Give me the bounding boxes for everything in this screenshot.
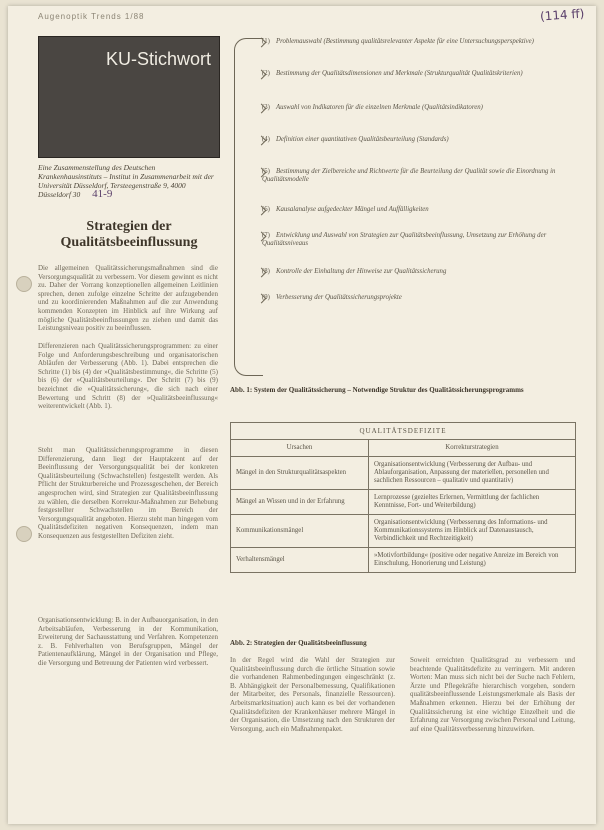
- flow-step-number: (8): [262, 268, 270, 275]
- flow-step-number: (7): [262, 232, 270, 239]
- flow-step-number: (2): [262, 70, 270, 77]
- body-bottom-right: Soweit erreichten Qualitätsgrad zu verbessern und beachtende Qualitätsdefizite zu verringern. Mit anderen Worten: Man muss sich nicht bei der Suche nach Fehlern, Ärzte und Pflegekräfte hierarchisch vorgehen, sondern qualitätsbeeinflussende Leistungsmerkmale als Basis der Maßnahmen erkennen. Hierzu bei der Erhöhung der Qualitätssicherung ist eine wichtige Einzelheit und die Erfahrung zur Versorgung zwischen Personal und Leitung, auf eine Qualitätsverbesserung hinzuwirken.: [410, 656, 575, 733]
- flow-step-text: Problemauswahl (Bestimmung qualitätsrelevanter Aspekte für eine Untersuchungsperspektive): [275, 38, 534, 45]
- flow-step-text: Kausalanalyse aufgedeckter Mängel und Auffälligkeiten: [275, 206, 429, 213]
- flow-step: [262, 232, 576, 248]
- article-title: Strategien der Qualitätsbeeinflussung: [60, 219, 198, 250]
- flow-step-number: (6): [262, 206, 270, 213]
- flow-step: [262, 294, 576, 302]
- flow-step: [262, 38, 576, 46]
- flow-step: [262, 104, 576, 112]
- flow-step-number: (5): [262, 168, 270, 175]
- flow-step: [262, 206, 576, 214]
- solution-cell: Organisationsentwicklung (Verbesserung des Informations- und Kommunikationssystems im Hinblick auf Datenaustausch, Verbindlichkeit und Rechtzeitigkeit): [369, 515, 576, 548]
- body-paragraph-3: Steht man Qualitätssicherungsprogramme in diesen Differenzierung, dann liegt der Hauptakzent auf der Beeinflussung der Versorgungsqualität bei der konkreten Qualitätsbeurteilung (Schwachstellen) festgestellt werden. Als Pflicht der Strukturbereiche und Prozessgeschehen, der Bereich angesprochen wird, sind Strategien zur Qualitätsbeeinflussung zu wählen, die derselben Korrektur-Maßnahmen zur Behebung festgestellter Schwachstellen im Bereich der Versorgungsqualität angeboten. Hierzu steht man hingegen vom Qualitätsdefiziten negativen Konsequenzen, indem man Konsequenzen aus festgestellten Defiziten zieht.: [38, 446, 218, 540]
- flow-step: [262, 268, 576, 276]
- body-bottom-left: In der Regel wird die Wahl der Strategien zur Qualitätsbeeinflussung durch die örtliche Situation sowie die vorhandenen Rahmenbedingungen eingeschränkt (z. B. Abhängigkeit der Personalbemessung, Qualifikationen der Mitarbeiter, des Personals, finanzielle Ressourcen). Arbeitsmarktsituation) auch kann es bei der vorhandenen Qualitätsdefiziten der Krankenhäuser mehrere Mängel in der Organisation, die Umsetzung nach den Strukturen der Versorgung, auch ein Maßnahmenpaket.: [230, 656, 395, 733]
- flow-step: [262, 70, 576, 78]
- flow-step-text: Auswahl von Indikatoren für die einzelnen Merkmale (Qualitätsindikatoren): [275, 104, 483, 111]
- column-header-solution: Korrekturstrategien: [369, 440, 576, 457]
- punch-hole: [16, 276, 32, 292]
- solution-cell: Lernprozesse (gezieltes Erlernen, Vermittlung der fachlichen Kenntnisse, Fort- und Weiterbildung): [369, 490, 576, 515]
- qa-system-flowchart: [230, 36, 578, 376]
- flow-step-text: Entwicklung und Auswahl von Strategien zur Qualitätsbeeinflussung, Umsetzung zur Erhöhung der Qualitätsniveaus: [262, 232, 547, 247]
- solution-cell: Organisationsentwicklung (Verbesserung der Aufbau- und Ablauforganisation, Anpassung der materiellen, personellen und sachlichen Ressourcen – qualitativ und quantitativ): [369, 457, 576, 490]
- flow-step-text: Bestimmung der Qualitätsdimensionen und Merkmale (Strukturqualität Qualitätskriterien): [275, 70, 523, 77]
- cause-cell: Verhaltensmängel: [231, 548, 369, 573]
- table-row: [231, 515, 576, 548]
- table-row: [231, 490, 576, 515]
- handwritten-page-mark: (114 ff): [539, 6, 585, 24]
- flow-step-text: Definition einer quantitativen Qualitätsbeurteilung (Standards): [275, 136, 449, 143]
- flow-step-number: (3): [262, 104, 270, 111]
- cause-cell: Kommunikationsmängel: [231, 515, 369, 548]
- flow-step-number: (9): [262, 294, 270, 301]
- column-header-cause: Ursachen: [231, 440, 369, 457]
- source-note: [38, 163, 220, 199]
- cause-cell: Mängel an Wissen und in der Erfahrung: [231, 490, 369, 515]
- flow-step: [262, 168, 576, 184]
- cause-cell: Mängel in den Strukturqualitätsaspekten: [231, 457, 369, 490]
- solution-cell: »Motivfortbildung« (positive oder negative Anreize im Bereich von Einschulung, Honorierung und Leistung): [369, 548, 576, 573]
- punch-hole: [16, 526, 32, 542]
- quality-deficits-table: [230, 422, 576, 573]
- body-paragraph-4: Organisationsentwicklung: B. in der Aufbauorganisation, in den Arbeitsabläufen, Verbesserung in der Kommunikation, Erweiterung der Sachausstattung und Verfahren. Kompetenzen z. B. Fehlverhalten von Berufsgruppen, Mängel der Patientenaufklärung, Mängel in der Organisation und Pflege, die Versorgung und Betreuung der Patienten wird verbessert.: [38, 616, 218, 667]
- body-paragraph-1: Die allgemeinen Qualitätssicherungsmaßnahmen sind die Versorgungsqualität zu verbessern. Vor diesem gewinnt es nicht zu. Daher der Vorrang konzeptionellen allgemeinen Leitlinien sprechen, denen zufolge einzelne Schritte der aufzugebenden und zu koordinierenden Maßnahmen auf die zur Anwendung kommenden Konzepten im Hinblick auf ihre Wirkung auf mögliche Qualitätsbeeinflussungen zu ziehen und damit das Leistungsniveau positiv zu beeinflussen.: [38, 264, 218, 333]
- running-head: Augenoptik Trends 1/88: [38, 12, 145, 21]
- flow-step: [262, 136, 576, 144]
- table-row: [231, 457, 576, 490]
- flow-step-text: Bestimmung der Zielbereiche und Richtwerte für die Beurteilung der Qualität sowie die Einordnung in Qualitätsmodelle: [262, 168, 556, 183]
- flow-step-number: (4): [262, 136, 270, 143]
- table-title: QUALITÄTSDEFIZITE: [231, 423, 576, 440]
- figure-2-caption: Abb. 2: Strategien der Qualitätsbeeinflussung: [230, 639, 367, 647]
- source-note-text: Eine Zusammenstellung des Deutschen Krankenhausinstituts – Institut in Zusammenarbeit mit der Universität Düsseldorf, Tersteegenstraße 9, 4000 Düsseldorf 30: [38, 163, 214, 199]
- ku-stichwort-title: KU-Stichwort: [105, 49, 211, 69]
- handwritten-note: 41-9: [92, 188, 113, 200]
- flow-step-text: Verbesserung der Qualitätssicherungsprojekte: [275, 294, 402, 301]
- document-page: [8, 6, 596, 824]
- body-paragraph-2: Differenzieren nach Qualitätssicherungsprogrammen: zu einer Folge und Anforderungsbeschreibung und organisatorischen Abläufen der Verbesserung (Abb. 1). Dabei entsprechen die Schritte (1) bis (4) der »Qualitätsbestimmung«, die Schritte (5) bis (6) der »Qualitätsbeurteilung«. Der Schritt (7) bis (9) bezeichnet die »Qualitätssicherung«, die sich nach einer Bewertung und Schritt (8) der »Qualitätsbeeinflussung« weiterentwickelt (Abb. 1).: [38, 342, 218, 411]
- ku-stichwort-box: [38, 36, 220, 158]
- flow-step-text: Kontrolle der Einhaltung der Hinweise zur Qualitätssicherung: [275, 268, 447, 275]
- figure-1-caption: Abb. 1: System der Qualitätssicherung – Notwendige Struktur des Qualitätssicherungsprogramms: [230, 386, 524, 394]
- table-row: [231, 548, 576, 573]
- flow-step-number: (1): [262, 38, 270, 45]
